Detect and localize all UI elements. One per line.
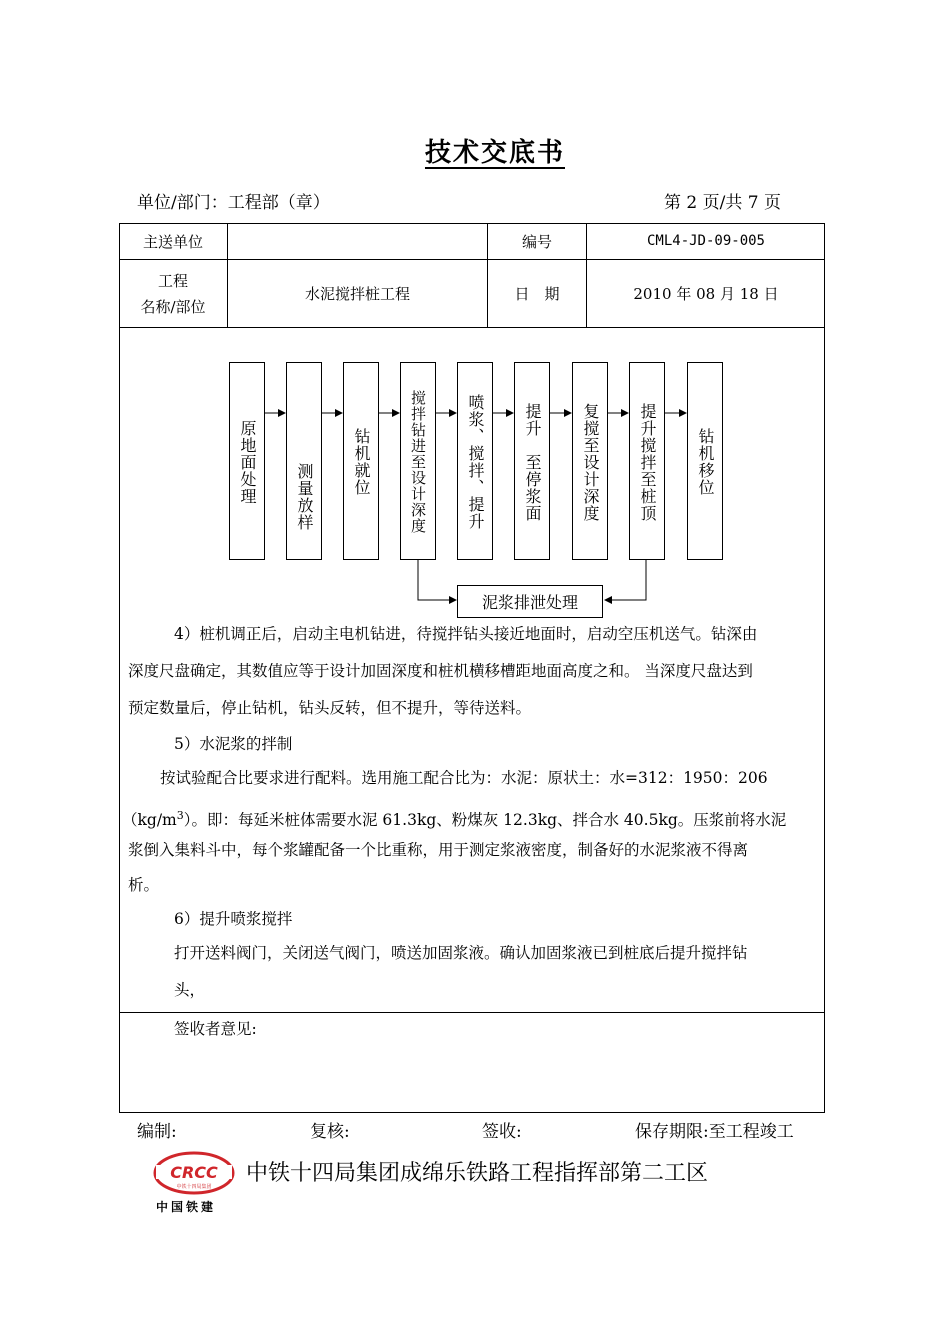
flow-step-8: 提升搅拌至桩顶 [638,402,657,522]
para5-line2-a: （kg/m [122,811,177,830]
project-label-line2: 名称/部位 [140,297,206,316]
para4-line2: 深度尺盘确定，其数值应等于设计加固深度和桩机横移槽距地面高度之和。 当深度尺盘达到 [128,662,753,680]
code-value: CML4-JD-09-005 [646,233,765,249]
compile-label: 编制: [137,1122,177,1142]
date-label: 日 期 [514,285,560,303]
flow-step-6: 提升 至停浆面 [523,402,542,522]
para4-line3: 预定数量后，停止钻机，钻头反转，但不提升，等待送料。 [128,699,532,717]
para5-line3: 浆倒入集料斗中，每个浆罐配备一个比重称，用于测定浆液密度，制备好的水泥浆液不得离 [128,841,749,859]
drain-arrow-right [605,560,646,600]
receive-label: 签收: [482,1122,522,1142]
project-value: 水泥搅拌桩工程 [304,285,410,303]
drain-box: 泥浆排泄处理 [457,585,603,618]
crcc-logo [152,1150,236,1216]
sender-label: 主送单位 [142,232,203,251]
flow-step-9: 钻机移位 [696,428,715,496]
para6-heading: 6）提升喷浆搅拌 [174,910,293,928]
para5-line2-sup: 3 [176,809,184,822]
date-value: 2010 年 08 月 18 日 [633,285,779,303]
flow-step-2: 测量放样 [295,463,314,531]
retention-label: 保存期限:至工程竣工 [635,1122,794,1142]
unit-label: 单位/部门：工程部（章） [137,193,330,213]
para5-line2-b: ）。即：每延米桩体需要水泥 61.3kg、粉煤灰 12.3kg、拌合水 40.5kg。压浆前将水泥 [183,811,787,830]
para6-line1: 打开送料阀门，关闭送气阀门，喷送加固浆液。确认加固浆液已到桩底后提升搅拌钻 [174,944,748,962]
project-label-line1: 工程 [157,271,188,290]
receiver-opinion-label: 签收者意见: [174,1020,257,1038]
para5-line1: 按试验配合比要求进行配料。选用施工配合比为：水泥：原状土：水=312：1950：206 [160,769,768,787]
crcc-logo-small: 中铁十四局集团 [176,1184,212,1190]
table-row-divider [119,1012,825,1013]
para6-line2: 头， [174,981,206,999]
flow-step-3: 钻机就位 [352,428,371,496]
para4-line1: 4）桩机调正后，启动主电机钻进，待搅拌钻头接近地面时，启动空压机送气。钻深由 [174,625,758,643]
document-title: 技术交底书 [424,138,565,168]
para5-heading: 5）水泥浆的拌制 [174,735,293,753]
flow-step-5: 喷浆、搅拌、提升 [466,394,485,530]
flow-step-1: 原地面处理 [238,419,257,505]
page-info: 第 2 页/共 7 页 [664,193,781,213]
flow-step-7: 复搅至设计深度 [581,402,600,522]
review-label: 复核: [310,1122,350,1142]
para5-line4: 析。 [128,876,160,894]
crcc-logo-text: CRCC [170,1163,218,1182]
code-label: 编号 [521,232,552,251]
flow-step-4: 搅拌钻进至设计深度 [409,390,427,534]
drain-arrow-left [418,560,456,600]
company-name: 中铁十四局集团成绵乐铁路工程指挥部第二工区 [246,1161,709,1186]
crcc-logo-mark [152,1150,236,1196]
crcc-brand: 中国铁建 [156,1200,217,1214]
